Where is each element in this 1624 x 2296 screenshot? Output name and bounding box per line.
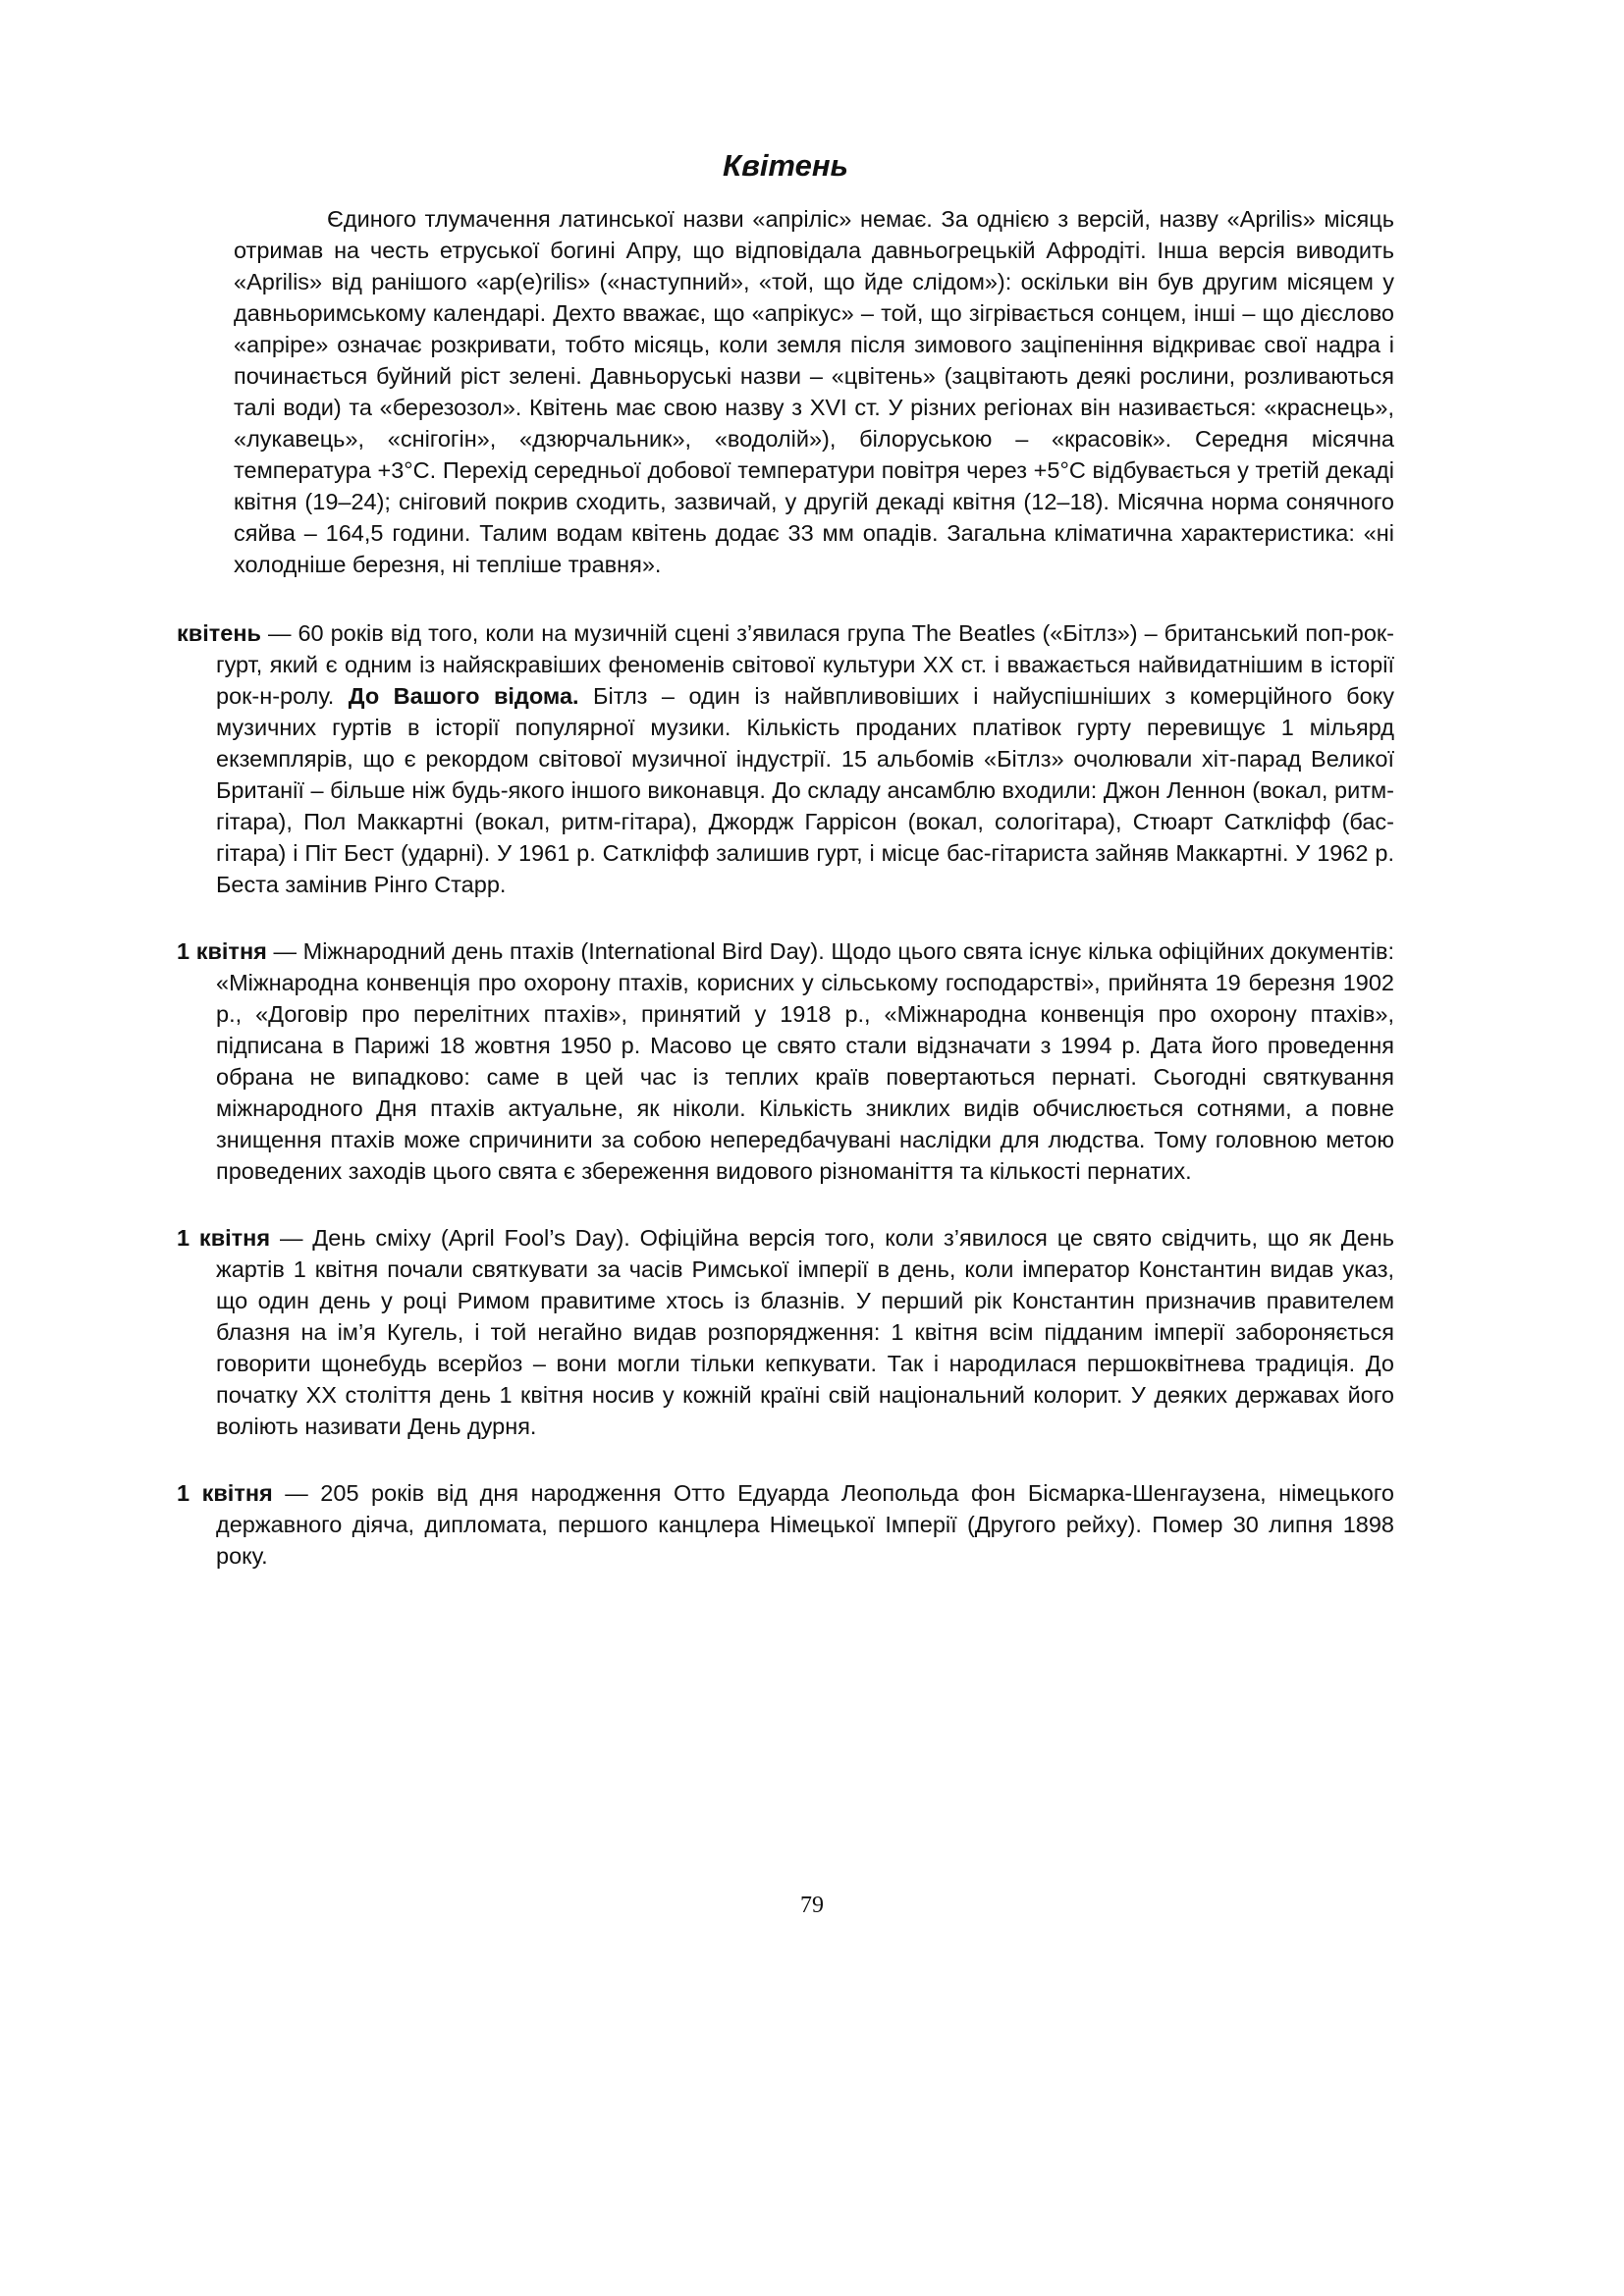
entry-text: — 205 років від дня народження Отто Едуарда Леопольда фон Бісмарка-Шенгаузена, німецького державного діяча, дипломата, першого канцлера Німецької Імперії (Другого рейху). Помер 30 липня 1898 року. [216,1480,1394,1570]
entry-text-continued: Бітлз – один із найвпливовіших і найуспішніших з комерційного боку музичних гуртів в історії популярної музики. Кількість проданих платівок гурту перевищує 1 мільярд екземплярів, що є рекордом світової музичної індустрії. 15 альбомів «Бітлз» очолювали хіт-парад Великої Британії – більше ніж будь-якого іншого виконавця. До складу ансамблю входили: Джон Леннон (вокал, ритм-гітара), Пол Маккартні (вокал, ритм-гітара), Джордж Гаррісон (вокал, сологітара), Стюарт Саткліфф (бас-гітара) і Піт Бест (ударні). У 1961 р. Саткліфф залишив гурт, і місце бас-гітариста зайняв Маккартні. У 1962 р. Беста замінив Рінго Старр. [216,683,1394,898]
entry-bismarck [177,1477,1394,1572]
page-title: Квітень [723,148,848,183]
entry-text: — День сміху (April Fool’s Day). Офіційна версія того, коли з’явилося це свято свідчить, що як День жартів 1 квітня почали святкувати за часів Римської імперії в день, коли імператор Константин видав указ, що один день у році Римом правитиме хтось із блазнів. У перший рік Константин призначив правителем блазня на ім’я Кугель, і той негайно видав розпорядження: 1 квітня всім підданим імперії забороняється говорити щонебудь всерйоз – вони могли тільки кепкувати. Так і народилася першоквітнева традиція. До початку XX століття день 1 квітня носив у кожній країні свій національний колорит. У деяких державах його воліють називати День дурня. [216,1225,1394,1440]
entry-fools-day [177,1222,1394,1442]
intro-paragraph: Єдиного тлумачення латинської назви «апрiліс» немає. За однією з версій, назву «Aprilis» місяць отримав на честь етруської богині Апру, що відповідала давньогрецькій Афродіті. Інша версія виводить «Aprilis» від ранішого «ap(e)rilis» («наступний», «той, що йде слідом»): оскільки він був другим місяцем у давньоримському календарі. Дехто вважає, що «апрікус» – той, що зігрівається сонцем, інші – що дієслово «апріре» означає розкривати, тобто місяць, коли земля після зимового заціпеніння відкриває свої надра і починається буйний ріст зелені. Давньоруські назви – «цвітень» (зацвітають деякі рослини, розливаються талі води) та «березозол». Квітень має свою назву з XVI ст. У різних регіонах він називається: «краснець», «лукавець», «снігогін», «дзюрчальник», «водолій»), білоруською – «красовік». Середня місячна температура +3°С. Перехід середньої добової температури повітря через +5°С відбувається у третій декаді квітня (19–24); сніговий покрив сходить, зазвичай, у другій декаді квітня (12–18). Місячна норма сонячного сяйва – 164,5 години. Талим водам квітень додає 33 мм опадів. Загальна кліматична характеристика: «ні холодніше березня, ні тепліше травня». [234,206,1394,578]
document-page [177,147,1394,1572]
entry-beatles [177,617,1394,900]
entry-term: 1 квітня [177,1225,271,1252]
entry-term: 1 квітня [177,938,267,965]
entry-term: квітень [177,620,261,647]
entry-bird-day [177,935,1394,1187]
page-number: 79 [800,1893,824,1918]
entry-text: — 60 років від того, коли на музичній сцені з’явилася група The Beatles («Бітлз») – британський поп-рок-гурт, який є одним із найяскравіших феноменів світової культури XX ст. і вважається найвидатнішим в історії рок-н-ролу. [216,620,1394,710]
entry-text: — Міжнародний день птахів (International Bird Day). Щодо цього свята існує кілька офіційних документів: «Міжнародна конвенція про охорону птахів, корисних у сільському господарстві», прийнята 19 березня 1902 р., «Договір про перелітних птахів», принятий у 1918 р., «Міжнародна конвенція про охорону птахів», підписана в Парижі 18 жовтня 1950 р. Масово це свято стали відзначати з 1994 р. Дата його проведення обрана не випадково: саме в цей час із теплих країв повертаються пернаті. Сьогодні святкування міжнародного Дня птахів актуальне, як ніколи. Кількість зниклих видів обчислюється сотнями, а повне знищення птахів може спричинити за собою непередбачувані наслідки для людства. Тому головною метою проведених заходів цього свята є збереження видового різноманіття та кількості пернатих. [216,938,1394,1185]
entry-note: До Вашого відома. [348,683,579,710]
entry-term: 1 квітня [177,1480,273,1507]
